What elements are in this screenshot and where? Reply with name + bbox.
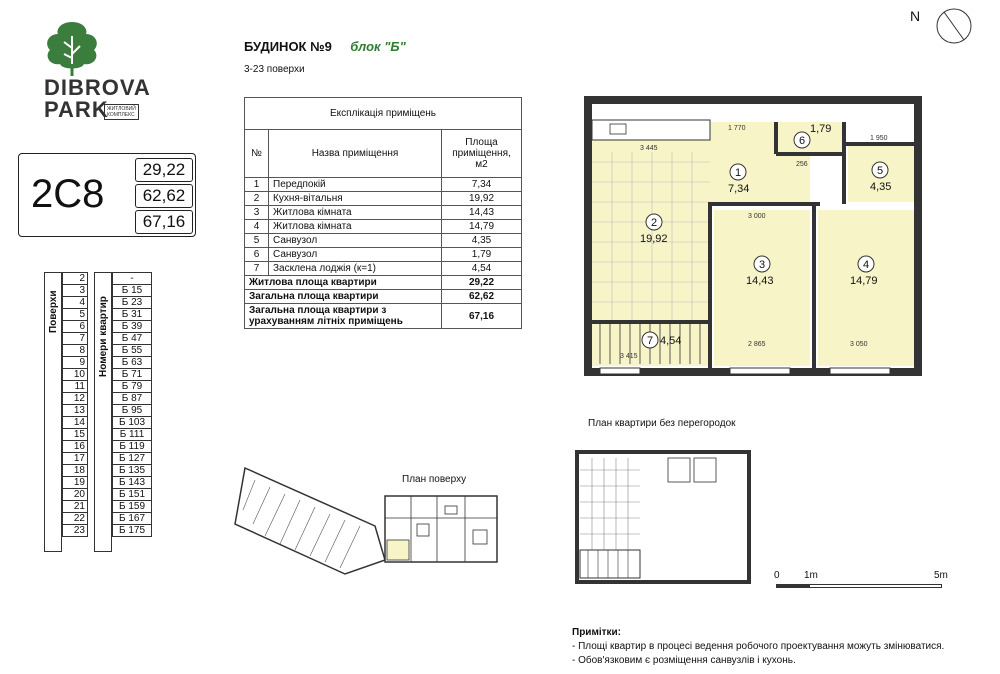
building-header	[244, 38, 406, 56]
floor-number: 6	[63, 321, 88, 333]
col-num: №	[245, 130, 269, 178]
apartment-number: Б 119	[113, 441, 152, 453]
logo-line2: PARK	[44, 97, 109, 122]
logo-sub	[104, 104, 139, 120]
room-area-7: 4,54	[660, 335, 682, 347]
row-area: 4,35	[442, 234, 522, 248]
explication-row	[245, 262, 522, 276]
note-2: - Обов'язковим є розміщення санвузлів і кухонь.	[572, 655, 796, 666]
note-1: - Площі квартир в процесі ведення робочого проектування можуть змінюватися.	[572, 641, 945, 652]
explication-title: Експлікація приміщень	[245, 98, 522, 130]
col-area: Площа приміщення, м2	[442, 130, 522, 178]
floor-number: 14	[63, 417, 88, 429]
logo-sub2: КОМПЛЕКС	[107, 112, 135, 118]
numbers-col	[112, 272, 152, 537]
row-num: 7	[245, 262, 269, 276]
row-name: Житлова кімната	[269, 220, 442, 234]
open-plan-label: План квартири без перегородок	[588, 418, 736, 429]
total-value: 29,22	[442, 276, 522, 290]
apartment-number: Б 71	[113, 369, 152, 381]
explication-row	[245, 248, 522, 262]
floor-number: 19	[63, 477, 88, 489]
building-title: БУДИНОК №9	[244, 39, 332, 54]
apartment-plan	[580, 92, 925, 382]
apartment-number: Б 87	[113, 393, 152, 405]
explication-row	[245, 192, 522, 206]
compass	[910, 6, 980, 46]
notes-title: Примітки:	[572, 627, 621, 638]
floors-range: 3-23 поверхи	[244, 64, 305, 75]
room-num-1: 1	[734, 167, 742, 179]
apartment-number: Б 63	[113, 357, 152, 369]
apartment-number: Б 151	[113, 489, 152, 501]
room-area-1: 7,34	[728, 183, 750, 195]
floor-plan	[225, 450, 515, 590]
floor-number: 4	[63, 297, 88, 309]
apartment-code-box	[18, 153, 196, 237]
numbers-label-text: Номери квартир	[98, 296, 109, 377]
total-label: Житлова площа квартири	[245, 276, 442, 290]
apartment-number: Б 135	[113, 465, 152, 477]
floors-col	[62, 272, 88, 537]
block-label: блок "Б"	[350, 39, 406, 54]
room-num-3: 3	[758, 259, 766, 271]
row-num: 1	[245, 178, 269, 192]
apartment-number: Б 39	[113, 321, 152, 333]
row-name: Засклена лоджія (к=1)	[269, 262, 442, 276]
apartment-number: Б 15	[113, 285, 152, 297]
row-name: Житлова кімната	[269, 206, 442, 220]
compass-n: N	[910, 8, 921, 24]
room-area-2: 19,92	[640, 233, 668, 245]
floor-number: 15	[63, 429, 88, 441]
dim-256: 256	[796, 161, 808, 168]
apartment-number: Б 103	[113, 417, 152, 429]
explication-row	[245, 206, 522, 220]
apartment-number: Б 167	[113, 513, 152, 525]
scale-five: 5m	[934, 570, 948, 581]
room-num-6: 6	[798, 135, 806, 147]
row-area: 7,34	[442, 178, 522, 192]
apartment-number: Б 111	[113, 429, 152, 441]
compass-icon	[930, 6, 976, 46]
explication-row	[245, 220, 522, 234]
scale-bar	[774, 570, 948, 594]
floor-number: 17	[63, 453, 88, 465]
row-area: 14,43	[442, 206, 522, 220]
total-value: 67,16	[442, 304, 522, 329]
floor-number: 9	[63, 357, 88, 369]
area-total: 62,62	[135, 184, 193, 208]
floor-number: 20	[63, 489, 88, 501]
dim-2865: 2 865	[748, 341, 766, 348]
explication-row	[245, 234, 522, 248]
explication-total-row	[245, 276, 522, 290]
floor-number: 23	[63, 525, 88, 537]
open-plan	[574, 440, 754, 586]
notes	[572, 626, 944, 668]
apartment-number: Б 23	[113, 297, 152, 309]
room-area-4: 14,79	[850, 275, 878, 287]
row-num: 3	[245, 206, 269, 220]
apartment-number: Б 47	[113, 333, 152, 345]
total-label: Загальна площа квартири	[245, 290, 442, 304]
explication-total-row	[245, 290, 522, 304]
floors-label-text: Поверхи	[48, 290, 59, 333]
row-area: 4,54	[442, 262, 522, 276]
total-value: 62,62	[442, 290, 522, 304]
floor-number: 7	[63, 333, 88, 345]
apartment-number: Б 143	[113, 477, 152, 489]
floor-number: 16	[63, 441, 88, 453]
floor-plan-label: План поверху	[402, 474, 467, 485]
room-area-5: 4,35	[870, 181, 892, 193]
dim-1950: 1 950	[870, 135, 888, 142]
floor-number: 12	[63, 393, 88, 405]
room-num-2: 2	[650, 217, 658, 229]
col-name: Назва приміщення	[269, 130, 442, 178]
logo-sub1: ЖИТЛОВИЙ	[107, 106, 136, 112]
numbers-label	[94, 272, 112, 552]
row-num: 5	[245, 234, 269, 248]
row-num: 2	[245, 192, 269, 206]
apartment-code: 2C8	[31, 172, 105, 216]
floor-number: 22	[63, 513, 88, 525]
apartment-number: Б 127	[113, 453, 152, 465]
row-name: Санвузол	[269, 248, 442, 262]
floor-number: 3	[63, 285, 88, 297]
room-area-6: 1,79	[810, 123, 832, 135]
area-living: 29,22	[135, 158, 193, 182]
room-area-3: 14,43	[746, 275, 774, 287]
row-name: Кухня-вітальня	[269, 192, 442, 206]
apartment-number: -	[113, 273, 152, 285]
row-name: Санвузол	[269, 234, 442, 248]
logo	[36, 20, 156, 130]
row-num: 4	[245, 220, 269, 234]
explication-total-row	[245, 304, 522, 329]
dim-3445: 3 445	[640, 145, 658, 152]
room-num-4: 4	[862, 259, 870, 271]
room-num-5: 5	[876, 165, 884, 177]
area-total-summer: 67,16	[135, 210, 193, 234]
room-num-7: 7	[646, 335, 654, 347]
floor-number: 18	[63, 465, 88, 477]
row-area: 14,79	[442, 220, 522, 234]
floor-number: 10	[63, 369, 88, 381]
dim-3415: 3 415	[620, 353, 638, 360]
scale-one: 1m	[804, 570, 818, 581]
floor-number: 2	[63, 273, 88, 285]
floor-number: 21	[63, 501, 88, 513]
apartment-number: Б 55	[113, 345, 152, 357]
logo-line1: DIBROVA	[44, 75, 151, 100]
dim-3050: 3 050	[850, 341, 868, 348]
explication-row	[245, 178, 522, 192]
row-num: 6	[245, 248, 269, 262]
floor-number: 13	[63, 405, 88, 417]
floor-number: 11	[63, 381, 88, 393]
apartment-number: Б 95	[113, 405, 152, 417]
apartment-areas	[135, 158, 193, 234]
apartment-number: Б 159	[113, 501, 152, 513]
floors-label	[44, 272, 62, 552]
apartment-number: Б 79	[113, 381, 152, 393]
row-area: 19,92	[442, 192, 522, 206]
dim-3000: 3 000	[748, 213, 766, 220]
total-label: Загальна площа квартири з урахуванням літніх приміщень	[245, 304, 442, 329]
explication-table	[244, 97, 522, 329]
floor-number: 5	[63, 309, 88, 321]
apartment-number: Б 31	[113, 309, 152, 321]
row-area: 1,79	[442, 248, 522, 262]
apartment-number: Б 175	[113, 525, 152, 537]
oak-tree-icon	[42, 20, 102, 78]
row-name: Передпокій	[269, 178, 442, 192]
scale-zero: 0	[774, 570, 780, 581]
dim-1770: 1 770	[728, 125, 746, 132]
floor-number: 8	[63, 345, 88, 357]
